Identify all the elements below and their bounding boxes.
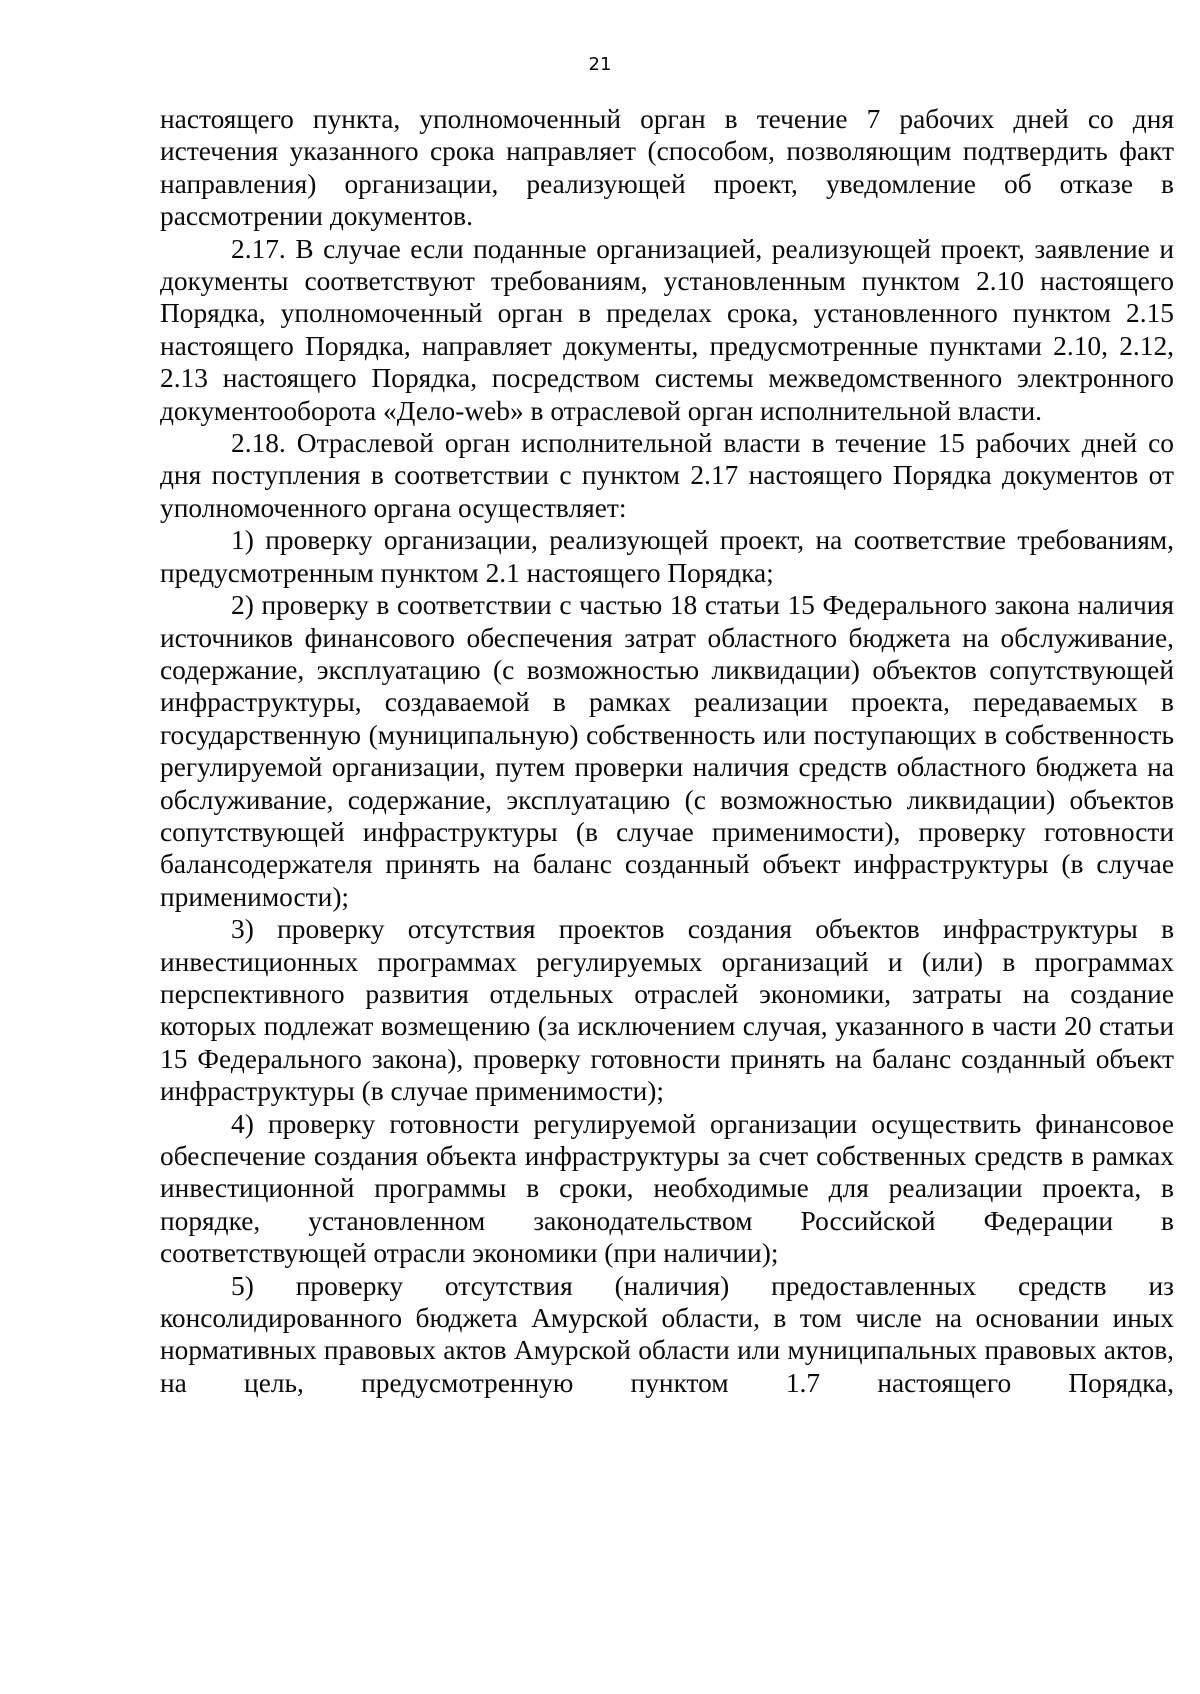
list-item-5: 5) проверку отсутствия (наличия) предоставленных средств из консолидированного бюджета Амурской области, в том числе на основании иных нормативных правовых актов Амурской области или муниципальных правовых актов, на цель, предусмотренную пунктом 1.7 настоящего Порядка, [160,1270,1174,1398]
list-item-3: 3) проверку отсутствия проектов создания объектов инфраструктуры в инвестиционных программах регулируемых организаций и (или) в программах перспективного развития отдельных отраслей экономики, затраты на создание которых подлежат возмещению (за исключением случая, указанного в части 20 статьи 15 Федерального закона), проверку готовности принять на баланс созданный объект инфраструктуры (в случае применимости); [160,914,1174,1107]
paragraph-2-17: 2.17. В случае если поданные организацией, реализующей проект, заявление и документы соответствуют требованиям, установленным пунктом 2.10 настоящего Порядка, уполномоченный орган в пределах срока, установленного пунктом 2.15 настоящего Порядка, направляет документы, предусмотренные пунктами 2.10, 2.12, 2.13 настоящего Порядка, посредством системы межведомственного электронного документооборота «Дело-web» в отраслевой орган исполнительной власти. [160,233,1174,426]
document-body [160,103,1174,1399]
list-item-4: 4) проверку готовности регулируемой организации осуществить финансовое обеспечение создания объекта инфраструктуры за счет собственных средств в рамках инвестиционной программы в сроки, необходимые для реализации проекта, в порядке, установленном законодательством Российской Федерации в соответствующей отрасли экономики (при наличии); [160,1108,1174,1269]
list-item-2: 2) проверку в соответствии с частью 18 статьи 15 Федерального закона наличия источников финансового обеспечения затрат областного бюджета на обслуживание, содержание, эксплуатацию (с возможностью ликвидации) объектов сопутствующей инфраструктуры, создаваемой в рамках реализации проекта, передаваемых в государственную (муниципальную) собственность или поступающих в собственность регулируемой организации, путем проверки наличия средств областного бюджета на обслуживание, содержание, эксплуатацию (с возможностью ликвидации) объектов сопутствующей инфраструктуры (в случае применимости), проверку готовности балансодержателя принять на баланс созданный объект инфраструктуры (в случае применимости); [160,590,1174,912]
page-number: 21 [588,54,612,75]
list-item-1: 1) проверку организации, реализующей проект, на соответствие требованиям, предусмотренным пунктом 2.1 настоящего Порядка; [160,525,1174,588]
paragraph-2-18: 2.18. Отраслевой орган исполнительной власти в течение 15 рабочих дней со дня поступления в соответствии с пунктом 2.17 настоящего Порядка документов от уполномоченного органа осуществляет: [160,428,1174,523]
paragraph-continuation: настоящего пункта, уполномоченный орган в течение 7 рабочих дней со дня истечения указанного срока направляет (способом, позволяющим подтвердить факт направления) организации, реализующей проект, уведомление об отказе в рассмотрении документов. [160,104,1174,232]
